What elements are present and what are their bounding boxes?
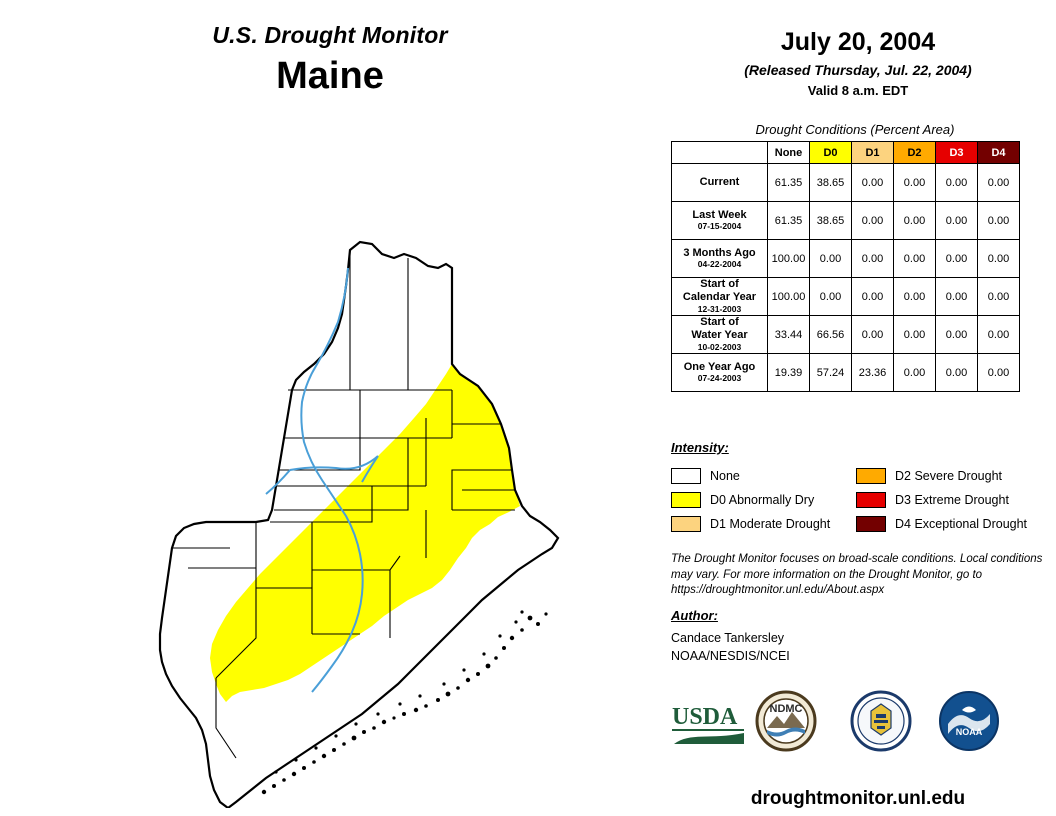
legend-label: D2 Severe Drought — [895, 469, 1003, 483]
col-header-none: None — [768, 142, 810, 164]
cell-d1: 0.00 — [852, 278, 894, 316]
cell-d3: 0.00 — [936, 202, 978, 240]
author-name: Candace Tankersley — [671, 631, 785, 645]
intensity-title: Intensity: — [671, 440, 729, 455]
col-header-d4: D4 — [978, 142, 1020, 164]
svg-text:NDMC: NDMC — [769, 703, 803, 715]
table-row — [672, 164, 1020, 202]
cell-d0: 0.00 — [810, 240, 852, 278]
maine-drought-map[interactable] — [60, 118, 650, 808]
col-header-d1: D1 — [852, 142, 894, 164]
cell-none: 61.35 — [768, 202, 810, 240]
row-date: 10-02-2003 — [697, 341, 742, 352]
cell-d0: 0.00 — [810, 278, 852, 316]
cell-d2: 0.00 — [894, 202, 936, 240]
row-label: One Year Ago 07-24-2003 — [672, 354, 768, 392]
row-label: 3 Months Ago 04-22-2004 — [672, 240, 768, 278]
table-row — [672, 202, 1020, 240]
col-header-d2: D2 — [894, 142, 936, 164]
ndmc-logo — [755, 690, 817, 757]
cell-d4: 0.00 — [978, 278, 1020, 316]
noaa-logo — [938, 690, 1000, 757]
col-header-d3: D3 — [936, 142, 978, 164]
legend-swatch — [856, 468, 886, 484]
cell-d1: 0.00 — [852, 316, 894, 354]
usda-logo — [670, 700, 748, 755]
table-row — [672, 240, 1020, 278]
legend-swatch — [671, 516, 701, 532]
cell-d4: 0.00 — [978, 164, 1020, 202]
table-row — [672, 354, 1020, 392]
row-date: 07-24-2003 — [697, 373, 742, 384]
cell-d1: 0.00 — [852, 240, 894, 278]
disclaimer-text: The Drought Monitor focuses on broad-scale conditions. Local conditions may vary. For more information on the Drought Monitor, go to https://droughtmonitor.unl.edu/About.aspx — [671, 553, 1043, 597]
map-svg — [60, 118, 650, 808]
row-date: 07-15-2004 — [697, 221, 742, 232]
page-title: U.S. Drought Monitor — [212, 22, 448, 48]
legend-label: D1 Moderate Drought — [710, 517, 831, 531]
legend-item — [671, 512, 830, 536]
legend-swatch — [671, 492, 701, 508]
title-block — [0, 22, 660, 98]
cell-d4: 0.00 — [978, 316, 1020, 354]
cell-d2: 0.00 — [894, 278, 936, 316]
svg-text:USDA: USDA — [672, 704, 738, 730]
cell-d2: 0.00 — [894, 354, 936, 392]
state-title: Maine — [276, 55, 384, 97]
legend-item — [856, 464, 1027, 488]
cell-d3: 0.00 — [936, 354, 978, 392]
cell-d1: 23.36 — [852, 354, 894, 392]
row-label: Start of Water Year 10-02-2003 — [672, 316, 768, 354]
site-url[interactable]: droughtmonitor.unl.edu — [750, 788, 966, 809]
legend-swatch — [856, 516, 886, 532]
legend-label: D4 Exceptional Drought — [895, 517, 1028, 531]
cell-d1: 0.00 — [852, 202, 894, 240]
release-date: (Released Thursday, Jul. 22, 2004) — [744, 62, 972, 78]
logo-strip — [660, 690, 1056, 760]
svg-text:NOAA: NOAA — [955, 727, 983, 737]
cell-d0: 57.24 — [810, 354, 852, 392]
author-block — [671, 629, 790, 665]
row-label: Start of Calendar Year 12-31-2003 — [672, 278, 768, 316]
table-row — [672, 316, 1020, 354]
legend-item — [856, 488, 1027, 512]
cell-d3: 0.00 — [936, 316, 978, 354]
valid-time: Valid 8 a.m. EDT — [807, 83, 909, 98]
cell-none: 61.35 — [768, 164, 810, 202]
cell-none: 19.39 — [768, 354, 810, 392]
table-caption: Drought Conditions (Percent Area) — [755, 122, 955, 137]
cell-d0: 38.65 — [810, 202, 852, 240]
cell-d2: 0.00 — [894, 240, 936, 278]
col-header-d0: D0 — [810, 142, 852, 164]
legend-label: D3 Extreme Drought — [895, 493, 1009, 507]
unl-seal-logo — [850, 690, 912, 757]
drought-conditions-table — [671, 141, 1020, 392]
cell-none: 100.00 — [768, 278, 810, 316]
cell-d0: 38.65 — [810, 164, 852, 202]
cell-d2: 0.00 — [894, 316, 936, 354]
row-date: 12-31-2003 — [697, 303, 742, 314]
legend-swatch — [856, 492, 886, 508]
report-date: July 20, 2004 — [780, 28, 936, 56]
table-row — [672, 278, 1020, 316]
author-affiliation: NOAA/NESDIS/NCEI — [671, 649, 790, 664]
cell-d4: 0.00 — [978, 354, 1020, 392]
legend-label: None — [710, 469, 740, 483]
cell-d1: 0.00 — [852, 164, 894, 202]
legend-item — [671, 464, 830, 488]
row-date: 04-22-2004 — [697, 259, 742, 270]
cell-d3: 0.00 — [936, 164, 978, 202]
cell-d2: 0.00 — [894, 164, 936, 202]
cell-d4: 0.00 — [978, 240, 1020, 278]
legend-label: D0 Abnormally Dry — [710, 493, 815, 507]
cell-d0: 66.56 — [810, 316, 852, 354]
table-corner-cell — [672, 142, 768, 164]
legend-item — [856, 512, 1027, 536]
author-title: Author: — [671, 608, 718, 623]
legend-swatch — [671, 468, 701, 484]
legend-column-right — [856, 464, 1027, 536]
cell-d4: 0.00 — [978, 202, 1020, 240]
cell-none: 100.00 — [768, 240, 810, 278]
legend-column-left — [671, 464, 830, 536]
cell-d3: 0.00 — [936, 278, 978, 316]
legend-item — [671, 488, 830, 512]
row-label: Current — [672, 164, 768, 202]
cell-none: 33.44 — [768, 316, 810, 354]
row-label: Last Week 07-15-2004 — [672, 202, 768, 240]
cell-d3: 0.00 — [936, 240, 978, 278]
header-block — [660, 28, 1056, 98]
table-header-row — [672, 142, 1020, 164]
